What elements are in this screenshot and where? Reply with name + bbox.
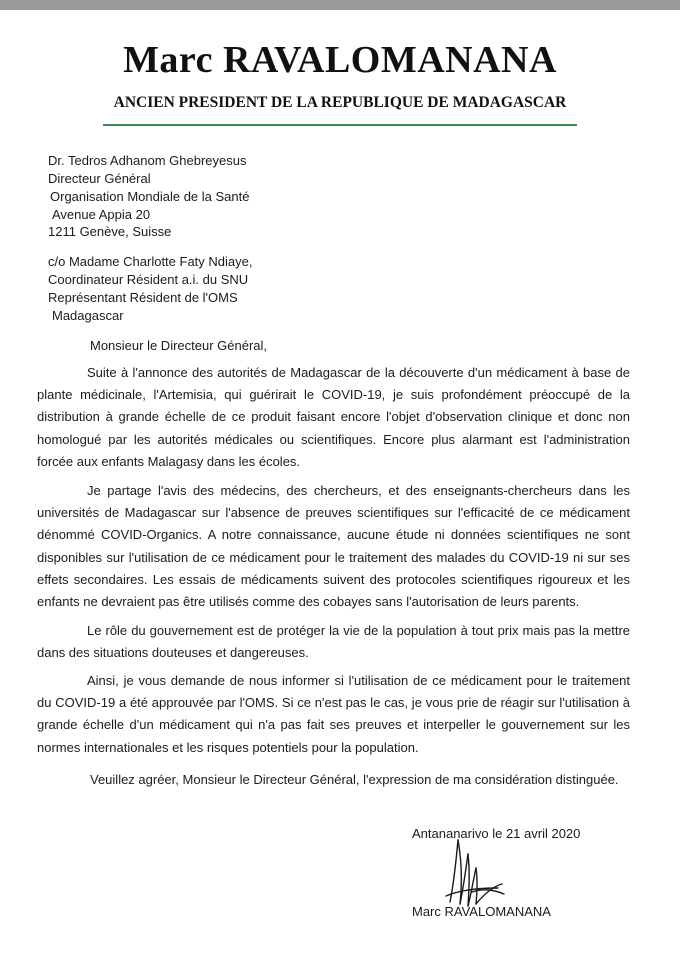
letterhead-name: Marc RAVALOMANANA	[123, 39, 557, 81]
care-of-line: Représentant Résident de l'OMS	[48, 290, 238, 305]
recipient-line: Directeur Général	[48, 171, 151, 186]
care-of-line: c/o Madame Charlotte Faty Ndiaye,	[48, 254, 253, 269]
signatory-name: Marc RAVALOMANANA	[412, 904, 551, 919]
paragraph-text: Suite à l'annonce des autorités de Madagascar de la découverte d'un médicament à base de plante médicinale, l'Artemisia, qui guérirait le COVID-19, je suis profondément préoccupé de la distribution à grande échelle de ce produit faisant encore l'objet d'observation clinique et donc non homologué par les autorités médicales ou scientifiques. Encore plus alarmant est l'administration forcée aux enfants Malagasy dans les écoles.	[37, 365, 630, 469]
care-of-line: Madagascar	[52, 308, 124, 323]
recipient-line: 1211 Genève, Suisse	[48, 224, 172, 239]
top-bar	[0, 0, 680, 10]
care-of-line: Coordinateur Résident a.i. du SNU	[48, 272, 249, 287]
recipient-line: Avenue Appia 20	[52, 207, 151, 222]
recipient-line: Dr. Tedros Adhanom Ghebreyesus	[48, 153, 247, 168]
paragraph-3	[37, 620, 630, 664]
paragraph-text: Ainsi, je vous demande de nous informer si l'utilisation de ce médicament pour le traitement du COVID-19 a été approuvée par l'OMS. Si ce n'est pas le cas, je vous prie de réagir sur l'utilisation à grande échelle d'un médicament qui n'a pas fait ses preuves et interpeller le gouvernement sur les normes internationales et les risques potentiels pour la population.	[37, 673, 630, 755]
place-date: Antananarivo le 21 avril 2020	[412, 826, 581, 841]
letterhead-divider	[103, 124, 577, 126]
paragraph-2	[37, 480, 630, 613]
salutation: Monsieur le Directeur Général,	[90, 338, 268, 353]
letterhead-title: ANCIEN PRESIDENT DE LA REPUBLIQUE DE MADAGASCAR	[113, 94, 567, 111]
paragraph-text: Je partage l'avis des médecins, des chercheurs, et des enseignants-chercheurs dans les universités de Madagascar sur l'absence de preuves scientifiques sur l'efficacité de ce médicament dénommé COVID-Organics. A notre connaissance, aucune étude ni données scientifiques ne sont disponibles sur l'utilisation de ce médicament pour le traitement des malades du COVID-19 ni sur ses effets secondaires. Les essais de médicaments suivent des protocoles scientifiques rigoureux et les enfants ne devraient pas être utilisés comme des cobayes sans l'autorisation de leurs parents.	[37, 483, 630, 610]
paragraph-1	[37, 362, 630, 473]
recipient-line: Organisation Mondiale de la Santé	[50, 189, 250, 204]
paragraph-text: Le rôle du gouvernement est de protéger la vie de la population à tout prix mais pas la mettre dans des situations douteuses et dangereuses.	[37, 623, 630, 661]
paragraph-4	[37, 670, 630, 759]
closing: Veuillez agréer, Monsieur le Directeur Général, l'expression de ma considération distinguée.	[90, 772, 619, 787]
